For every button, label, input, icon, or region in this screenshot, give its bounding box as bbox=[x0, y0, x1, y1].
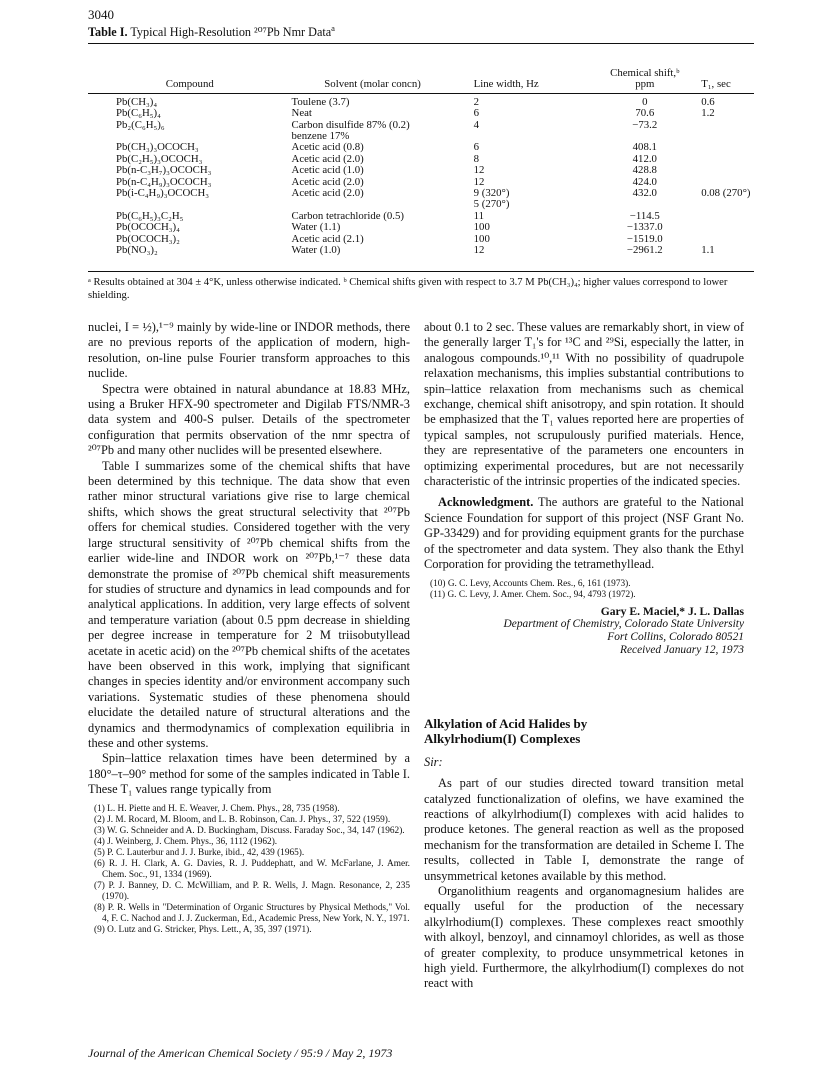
cell-solvent-line: Water (1.1) bbox=[291, 221, 341, 234]
table-bottom-rule bbox=[88, 271, 754, 272]
cell-t1 bbox=[701, 120, 754, 143]
reference: (3) W. G. Schneider and A. D. Buckingham, Discuss. Faraday Soc., 34, 147 (1962). bbox=[94, 825, 405, 836]
right-references bbox=[424, 579, 744, 601]
table-row bbox=[88, 120, 754, 143]
cell-shift: −114.5 bbox=[629, 209, 660, 222]
signature-block bbox=[424, 605, 744, 658]
right-paragraph: about 0.1 to 2 sec. These values are remarkably short, in view of the generally larger T₁'s for ¹³C and ²⁹Si, especially the latter, in analogous compounds.¹⁰,¹¹ With no possibility of quadrupole relaxation mechanisms, this implies substantial contributions to spin–lattice relaxation from mechanisms such as chemical exchange, chemical shift anisotropy, and spin rotation. It should be emphasized that the T₁ values reported here are properties of typical samples, not scrupulously purified materials. Hence, they are representative of the parameters one encounters in optimizing experimental procedures, but are not necessarily characteristic of the intrinsic properties of the indicated species. bbox=[424, 320, 744, 489]
cell-linewidth-line: 8 bbox=[473, 152, 480, 165]
cell-solvent-line: Acetic acid (2.0) bbox=[291, 187, 364, 200]
cell-shift: 424.0 bbox=[632, 175, 657, 188]
cell-compound: Pb(n-C₄H₉)₃OCOCH₃ bbox=[116, 175, 212, 188]
cell-t1 bbox=[701, 222, 754, 233]
affiliation-line1: Department of Chemistry, Colorado State University bbox=[503, 617, 744, 630]
cell-shift: −1519.0 bbox=[626, 232, 663, 245]
header-solvent: Solvent (molar concn) bbox=[324, 78, 421, 91]
cell-compound: Pb(OCOCH₃)₂ bbox=[116, 232, 180, 245]
article-title bbox=[424, 716, 744, 747]
cell-shift: −73.2 bbox=[632, 118, 658, 131]
cell-t1: 1.1 bbox=[701, 244, 715, 257]
cell-solvent bbox=[292, 97, 454, 108]
table-top-rule bbox=[88, 43, 754, 44]
cell-shift: 412.0 bbox=[632, 152, 657, 165]
authors: Gary E. Maciel,* J. L. Dallas bbox=[600, 604, 744, 618]
reference: (8) P. R. Wells in "Determination of Organic Structures by Physical Methods," Vol. 4, F. C. Nachod and J. J. Zuckerman, Ed., Academic Press, New York, N. Y., 1971. bbox=[94, 902, 410, 924]
ack-label: Acknowledgment. bbox=[438, 495, 534, 510]
cell-compound: Pb₂(C₆H₅)₆ bbox=[116, 118, 165, 131]
table-title-mark: a bbox=[331, 22, 335, 33]
received-date: Received January 12, 1973 bbox=[620, 644, 744, 657]
cell-compound: Pb(n-C₃H₇)₃OCOCH₃ bbox=[116, 164, 212, 177]
left-paragraph: nuclei, I = ½),¹⁻⁹ mainly by wide-line or INDOR methods, there are no previous reports of the application of modern, high-resolution, on-line pulse Fourier transform approaches to this nuclide. bbox=[88, 320, 410, 381]
table-row bbox=[88, 188, 754, 211]
table-header-row bbox=[88, 68, 754, 91]
reference: (7) P. J. Banney, D. C. McWilliam, and P. R. Wells, J. Magn. Resonance, 2, 235 (1970). bbox=[94, 880, 410, 902]
page-number: 3040 bbox=[88, 7, 114, 22]
cell-solvent-line: Toulene (3.7) bbox=[291, 95, 350, 108]
cell-solvent-line: benzene 17% bbox=[291, 130, 350, 143]
header-linewidth: Line width, Hz bbox=[473, 78, 539, 91]
cell-t1: 0.6 bbox=[701, 95, 715, 108]
cell-solvent bbox=[292, 245, 454, 256]
cell-compound: Pb(CH₃)₃OCOCH₃ bbox=[116, 141, 199, 154]
header-shift-line2: ppm bbox=[635, 78, 655, 91]
cell-solvent-line: Acetic acid (0.8) bbox=[291, 141, 364, 154]
cell-t1 bbox=[701, 142, 754, 153]
left-paragraph: Table I summarizes some of the chemical shifts that have been determined by this technique. The data show that even rather minor structural variations give rise to large chemical shifts, which shows the great structural selectivity that ²⁰⁷Pb offers for chemical studies. Considered together with the very large structural sensitivity of ²⁰⁷Pb chemical shifts from the earlier wide-line and INDOR work on ²⁰⁷Pb,¹⁻⁷ these data demonstrate the promise of ²⁰⁷Pb chemical shift measurements for studies of structure and dynamics in lead compounds and for analytical applications. In addition, very large effects of solvent and temperature variation (about 0.5 ppm decrease in shielding per degree increase in temperature for 2 M triisobutyllead acetate in acetic acid) on the ²⁰⁷Pb chemical shifts of the acetates have been observed in this work, implying that significant changes in species identity and/or environment accompany such variations. Systematic studies of these phenomena should elucidate the detailed nature of structural alterations and the dynamics and thermodynamics of complexation equilibria in these and other systems. bbox=[88, 458, 410, 750]
cell-linewidth-line: 11 bbox=[473, 209, 485, 222]
cell-linewidth-line: 6 bbox=[473, 141, 480, 154]
table-footnote: ᵃ Results obtained at 304 ± 4°K, unless otherwise indicated. ᵇ Chemical shifts given with respect to 3.7 M Pb(CH₃)₄; higher values correspond to lower shielding. bbox=[88, 277, 728, 301]
right-paragraph: As part of our studies directed toward transition metal catalyzed functionalization of olefins, we have examined the reactions of alkylrhodium(I) complexes with acid halides to produce ketones. The general reaction as well as the proposed mechanism for the transformation are detailed in Scheme I. The results, collected in Table I, demonstrate the range of unsymmetrical ketones available by this method. bbox=[424, 776, 744, 883]
article-title-line1: Alkylation of Acid Halides by bbox=[424, 715, 588, 731]
cell-solvent-line: Acetic acid (1.0) bbox=[291, 164, 364, 177]
cell-linewidth-line: 5 (270°) bbox=[473, 198, 510, 211]
reference: (4) J. Weinberg, J. Chem. Phys., 36, 1112 (1962). bbox=[94, 836, 278, 847]
cell-shift: −1337.0 bbox=[626, 221, 663, 234]
cell-solvent-line: Carbon disulfide 87% (0.2) bbox=[291, 118, 410, 131]
table-title bbox=[88, 22, 335, 40]
table-row bbox=[88, 222, 754, 233]
acknowledgment bbox=[424, 495, 744, 572]
table-row bbox=[88, 97, 754, 108]
cell-shift: 0 bbox=[642, 95, 648, 108]
header-compound: Compound bbox=[165, 78, 214, 91]
journal-footer: Journal of the American Chemical Society / 95:9 / May 2, 1973 bbox=[88, 1046, 393, 1060]
cell-solvent bbox=[292, 165, 454, 176]
cell-t1: 0.08 (270°) bbox=[701, 187, 751, 200]
header-shift bbox=[588, 68, 701, 91]
ack-text: The authors are grateful to the National Science Foundation for support of this project (NSF Grant No. GP-33429) and for providing equipment grants for the purchase of the spectrometer and data system. They also thank the Ethyl Corporation for providing the tetramethyllead. bbox=[424, 495, 744, 572]
cell-linewidth bbox=[454, 222, 589, 233]
cell-linewidth-line: 9 (320°) bbox=[473, 187, 510, 200]
right-column bbox=[424, 320, 744, 992]
left-column bbox=[88, 320, 410, 936]
header-shift-line1: Chemical shift,ᵇ bbox=[610, 67, 680, 79]
cell-t1: 1.2 bbox=[701, 107, 715, 120]
cell-linewidth-line: 100 bbox=[473, 232, 490, 245]
header-t1: T₁, sec bbox=[701, 78, 731, 91]
cell-solvent-line: Acetic acid (2.0) bbox=[291, 152, 364, 165]
left-paragraph: Spin–lattice relaxation times have been determined by a 180°–τ–90° method for some of the samples indicated in Table I. These T₁ values range typically from bbox=[88, 751, 410, 797]
cell-linewidth-line: 6 bbox=[473, 107, 480, 120]
cell-solvent-line: Water (1.0) bbox=[291, 244, 341, 257]
cell-solvent-line: Neat bbox=[291, 107, 312, 120]
cell-solvent-line: Acetic acid (2.0) bbox=[291, 175, 364, 188]
cell-linewidth-line: 4 bbox=[473, 118, 480, 131]
reference: (2) J. M. Rocard, M. Bloom, and L. B. Robinson, Can. J. Phys., 37, 522 (1959). bbox=[94, 814, 391, 825]
cell-compound: Pb(i-C₄H₉)₃OCOCH₃ bbox=[116, 187, 210, 200]
cell-compound: Pb(C₆H₅)₃C₂H₅ bbox=[116, 209, 184, 222]
cell-linewidth bbox=[454, 188, 589, 211]
cell-solvent-line: Carbon tetrachloride (0.5) bbox=[291, 209, 404, 222]
table-row bbox=[88, 165, 754, 176]
cell-solvent bbox=[292, 188, 454, 211]
reference: (1) L. H. Piette and H. E. Weaver, J. Chem. Phys., 28, 735 (1958). bbox=[94, 803, 340, 814]
cell-t1 bbox=[701, 165, 754, 176]
cell-compound: Pb(NO₃)₂ bbox=[116, 244, 158, 257]
cell-linewidth bbox=[454, 165, 589, 176]
cell-compound: Pb(CH₃)₄ bbox=[116, 95, 158, 108]
cell-solvent bbox=[292, 222, 454, 233]
cell-shift: 408.1 bbox=[632, 141, 657, 154]
cell-shift: 428.8 bbox=[632, 164, 657, 177]
salutation: Sir: bbox=[424, 754, 443, 769]
cell-t1 bbox=[701, 211, 754, 222]
cell-solvent bbox=[292, 120, 454, 143]
cell-compound: Pb(OCOCH₃)₄ bbox=[116, 221, 180, 234]
reference: (5) P. C. Lauterbur and J. J. Burke, ibid., 42, 439 (1965). bbox=[94, 847, 305, 858]
cell-shift: −2961.2 bbox=[626, 244, 663, 257]
cell-shift: 432.0 bbox=[632, 187, 657, 200]
cell-linewidth-line: 2 bbox=[473, 95, 480, 108]
cell-linewidth-line: 12 bbox=[473, 164, 485, 177]
cell-linewidth-line: 100 bbox=[473, 221, 490, 234]
table-row bbox=[88, 108, 754, 119]
cell-linewidth bbox=[454, 120, 589, 143]
table-title-text: Typical High-Resolution ²⁰⁷Pb Nmr Data bbox=[130, 25, 332, 39]
cell-compound: Pb(C₂H₅)₃OCOCH₃ bbox=[116, 152, 203, 165]
article-title-line2: Alkylrhodium(I) Complexes bbox=[424, 731, 581, 747]
cell-linewidth-line: 12 bbox=[473, 175, 485, 188]
cell-t1 bbox=[701, 154, 754, 165]
left-paragraph: Spectra were obtained in natural abundance at 18.83 MHz, using a Bruker HFX-90 spectrometer and Digilab FTS/NMR-3 data system and 400-S pulser. Details of the spectrometer configuration that permits observation of the nmr spectra of ²⁰⁷Pb and many other nuclides will be presented elsewhere. bbox=[88, 381, 410, 458]
affiliation-line2: Fort Collins, Colorado 80521 bbox=[607, 631, 744, 644]
cell-linewidth bbox=[454, 245, 589, 256]
cell-solvent bbox=[292, 108, 454, 119]
reference: (6) R. J. H. Clark, A. G. Davies, R. J. Puddephatt, and W. McFarlane, J. Amer. Chem. Soc., 91, 1334 (1969). bbox=[94, 858, 410, 880]
reference: (9) O. Lutz and G. Stricker, Phys. Lett., A, 35, 397 (1971). bbox=[94, 924, 312, 935]
cell-linewidth bbox=[454, 108, 589, 119]
cell-linewidth-line: 12 bbox=[473, 244, 485, 257]
left-references bbox=[88, 804, 410, 936]
cell-solvent-line: Acetic acid (2.1) bbox=[291, 232, 364, 245]
reference: (10) G. C. Levy, Accounts Chem. Res., 6, 161 (1973). bbox=[430, 578, 631, 589]
table-label: Table I. bbox=[88, 25, 128, 39]
right-paragraph: Organolithium reagents and organomagnesium halides are equally useful for the production of the necessary alkylrhodium(I) complexes. These complexes react smoothly with alkoyl, benzoyl, and cinnamoyl chlorides, as well as those of greater complexity, to produce unsymmetrical ketones in high yield. Furthermore, the alkylrhodium(I) complexes do not react with bbox=[424, 883, 744, 991]
table-nmr-data bbox=[88, 68, 754, 257]
table-row bbox=[88, 245, 754, 256]
cell-shift: 70.6 bbox=[635, 107, 655, 120]
reference: (11) G. C. Levy, J. Amer. Chem. Soc., 94, 4793 (1972). bbox=[430, 589, 636, 600]
cell-compound: Pb(C₆H₅)₄ bbox=[116, 107, 161, 120]
